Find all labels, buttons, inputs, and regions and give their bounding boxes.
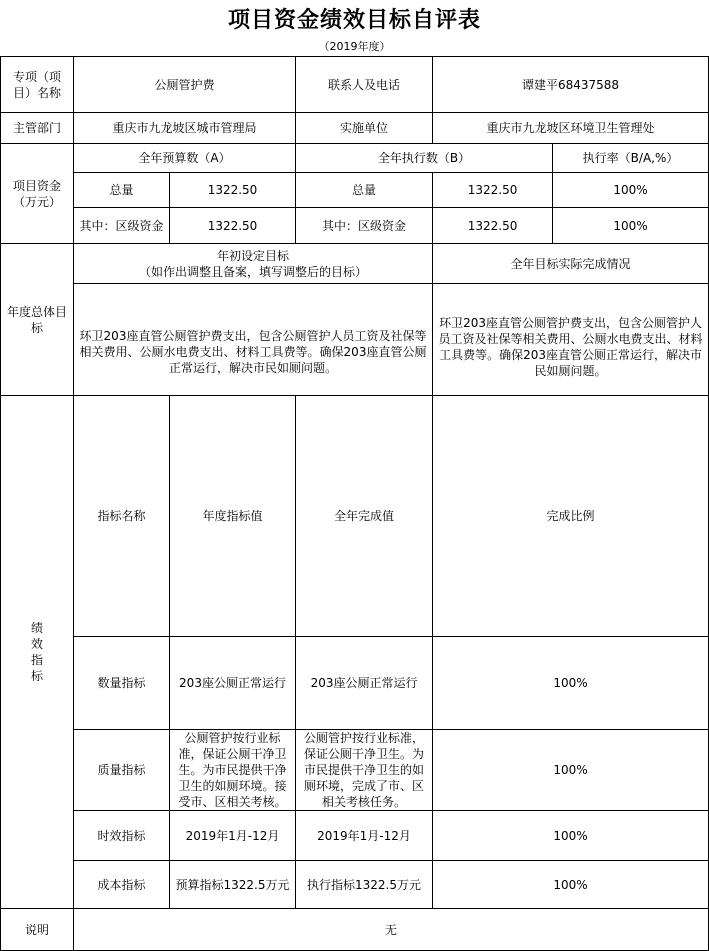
initial-goal-text: 环卫203座直管公厕管护费支出，包含公厕管护人员工资及社保等相关费用、公厕水电费支出、材料工具费等。确保203座直管公厕正常运行，解决市民如厕问题。 <box>74 284 433 396</box>
department-row <box>1 113 709 144</box>
funds-total-label-a: 总量 <box>74 173 170 208</box>
indicator-target: 预算指标1322.5万元 <box>170 861 296 909</box>
indicator-target-header: 年度指标值 <box>170 396 296 637</box>
funds-district-row <box>1 208 709 244</box>
note-label: 说明 <box>1 909 74 951</box>
funds-district-label-a: 其中：区级资金 <box>74 208 170 244</box>
indicator-header-row <box>1 396 709 637</box>
indicator-done: 执行指标1322.5万元 <box>296 861 433 909</box>
project-name-label: 专项（项 目）名称 <box>1 57 74 113</box>
funds-district-label-b: 其中：区级资金 <box>296 208 433 244</box>
indicator-row <box>1 811 709 861</box>
funds-total-exec: 1322.50 <box>433 173 553 208</box>
department-value: 重庆市九龙坡区城市管理局 <box>74 113 296 144</box>
indicator-ratio: 100% <box>433 637 709 730</box>
indicator-done: 公厕管护按行业标准，保证公厕干净卫生。为市民提供干净卫生的如厕环境，完成了市、区相关考核任务。 <box>296 730 433 811</box>
contact-label: 联系人及电话 <box>296 57 433 113</box>
indicator-done: 2019年1月-12月 <box>296 811 433 861</box>
execution-rate-header: 执行率（B/A,%） <box>553 144 709 173</box>
indicator-name-header: 指标名称 <box>74 396 170 637</box>
indicator-target: 公厕管护按行业标准，保证公厕干净卫生。为市民提供干净卫生的如厕环境。接受市、区相关考核。 <box>170 730 296 811</box>
implementing-unit-label: 实施单位 <box>296 113 433 144</box>
funds-label: 项目资金 （万元） <box>1 144 74 244</box>
annual-goal-header-row <box>1 244 709 284</box>
indicator-row <box>1 861 709 909</box>
funds-district-rate: 100% <box>553 208 709 244</box>
funds-total-budget: 1322.50 <box>170 173 296 208</box>
contact-value: 谭建平68437588 <box>433 57 709 113</box>
indicator-target: 2019年1月-12月 <box>170 811 296 861</box>
funds-total-label-b: 总量 <box>296 173 433 208</box>
project-row <box>1 57 709 113</box>
indicator-row <box>1 730 709 811</box>
indicator-ratio: 100% <box>433 861 709 909</box>
indicator-ratio: 100% <box>433 811 709 861</box>
annual-goal-label: 年度总体目标 <box>1 244 74 396</box>
indicator-name: 质量指标 <box>74 730 170 811</box>
indicator-ratio-header: 完成比例 <box>433 396 709 637</box>
actual-completion-header: 全年目标实际完成情况 <box>433 244 709 284</box>
project-name-value: 公厕管护费 <box>74 57 296 113</box>
annual-goal-content-row <box>1 284 709 396</box>
performance-indicator-label: 绩 效 指 标 <box>1 396 74 909</box>
funds-district-exec: 1322.50 <box>433 208 553 244</box>
year-label: （2019年度） <box>318 40 391 53</box>
page-title: 项目资金绩效目标自评表 <box>227 6 481 33</box>
funds-header-row <box>1 144 709 173</box>
indicator-ratio: 100% <box>433 730 709 811</box>
indicator-done: 203座公厕正常运行 <box>296 637 433 730</box>
implementing-unit-value: 重庆市九龙坡区环境卫生管理处 <box>433 113 709 144</box>
funds-total-rate: 100% <box>553 173 709 208</box>
note-value: 无 <box>74 909 709 951</box>
indicator-name: 成本指标 <box>74 861 170 909</box>
budget-header: 全年预算数（A） <box>74 144 296 173</box>
actual-completion-text: 环卫203座直管公厕管护费支出，包含公厕管护人员工资及社保等相关费用、公厕水电费支出、材料工具费等。确保203座直管公厕正常运行，解决市民如厕问题。 <box>433 284 709 396</box>
indicator-done-header: 全年完成值 <box>296 396 433 637</box>
execution-header: 全年执行数（B） <box>296 144 553 173</box>
note-row <box>1 909 709 951</box>
funds-district-budget: 1322.50 <box>170 208 296 244</box>
department-label: 主管部门 <box>1 113 74 144</box>
funds-total-row <box>1 173 709 208</box>
evaluation-table <box>0 56 709 951</box>
indicator-name: 数量指标 <box>74 637 170 730</box>
indicator-target: 203座公厕正常运行 <box>170 637 296 730</box>
indicator-name: 时效指标 <box>74 811 170 861</box>
initial-goal-header: 年初设定目标 （如作出调整且备案，填写调整后的目标） <box>74 244 433 284</box>
indicator-row <box>1 637 709 730</box>
